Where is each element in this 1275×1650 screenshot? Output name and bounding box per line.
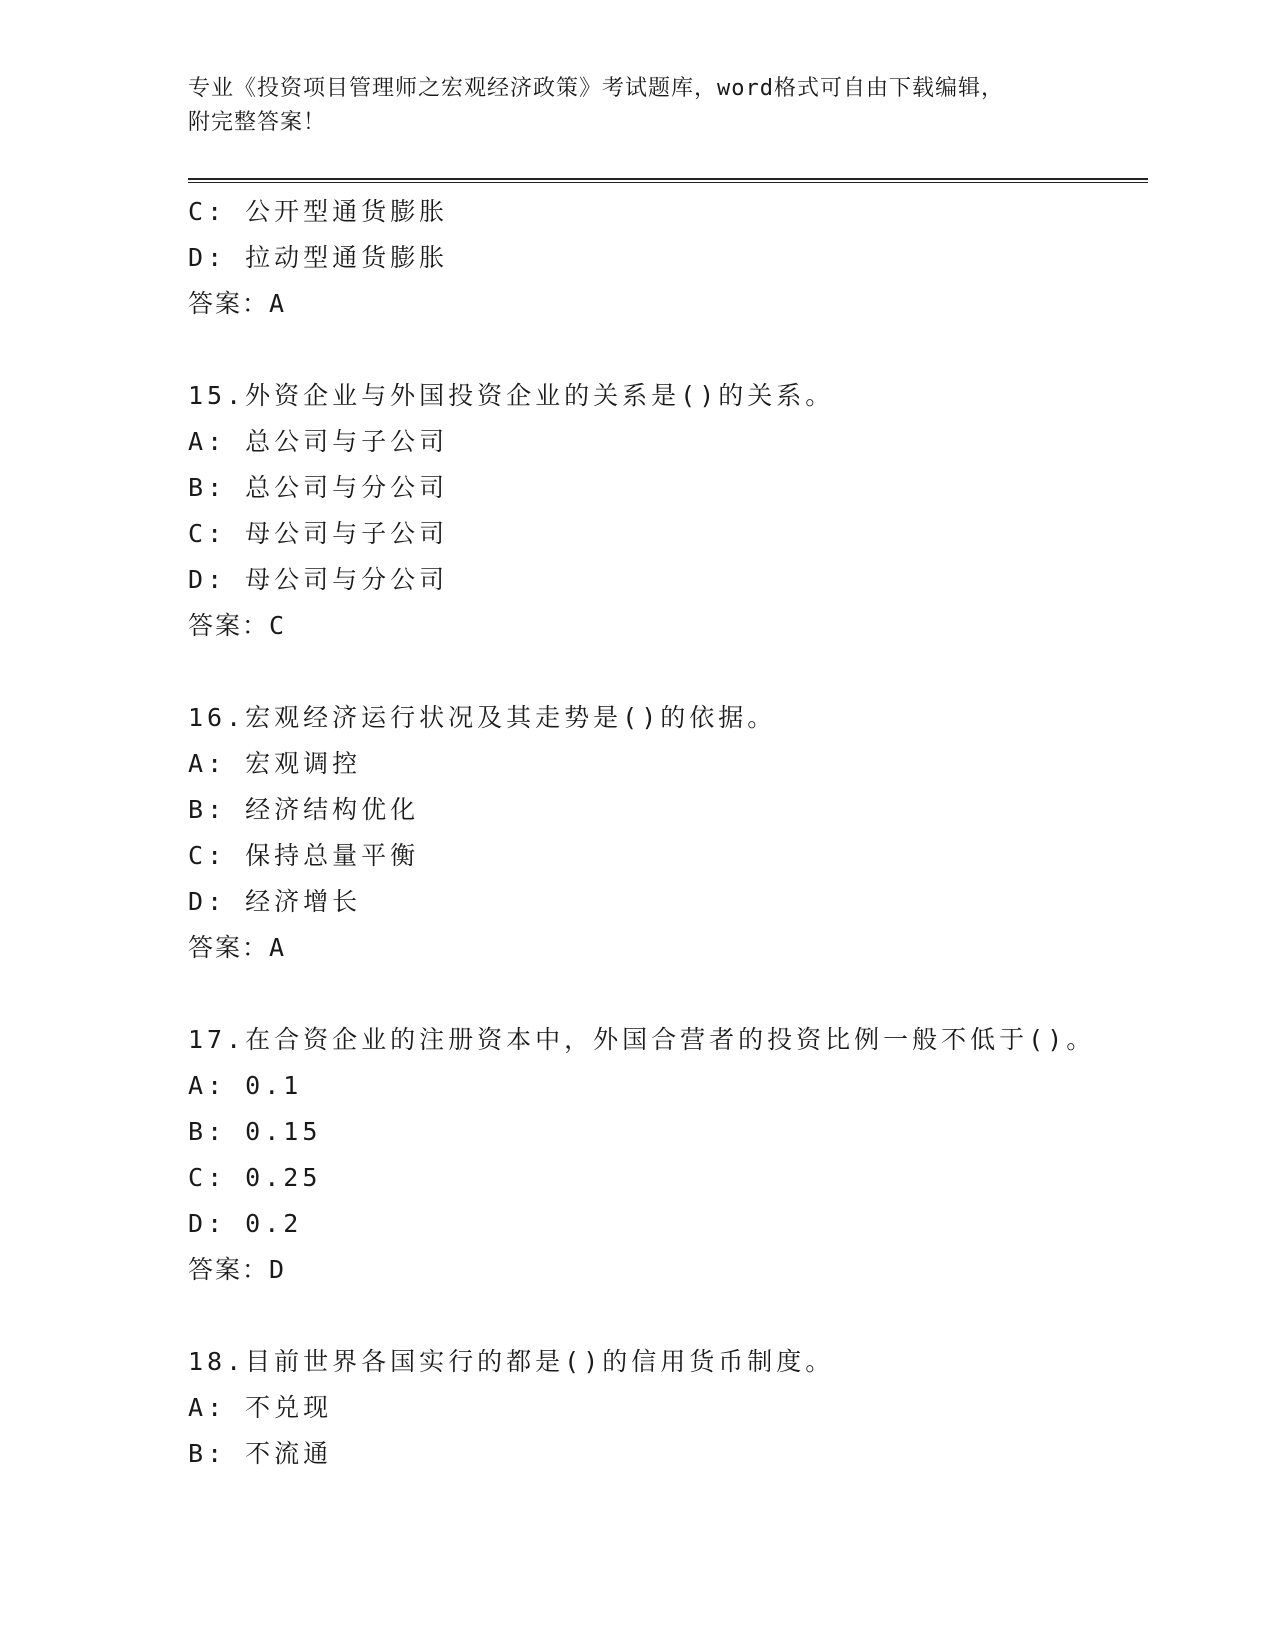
question-block-16 [188, 695, 1148, 971]
question-block-partial [188, 189, 1148, 327]
header-line-2: 附完整答案！ [188, 110, 327, 135]
option-a: A: 0.1 [188, 1071, 303, 1100]
option-a: A: 不兑现 [188, 1393, 333, 1422]
header-divider [188, 178, 1148, 183]
option-b: B: 经济结构优化 [188, 795, 420, 824]
option-d: D: 母公司与分公司 [188, 565, 449, 594]
option-d: D: 经济增长 [188, 887, 362, 916]
question-block-17 [188, 1017, 1148, 1293]
answer-line: 答案：C [188, 611, 287, 640]
option-b: B: 不流通 [188, 1439, 333, 1468]
question-stem: 16.宏观经济运行状况及其走势是()的依据。 [188, 703, 777, 732]
question-stem: 18.目前世界各国实行的都是()的信用货币制度。 [188, 1347, 835, 1376]
option-c: C: 母公司与子公司 [188, 519, 449, 548]
header-line-1: 专业《投资项目管理师之宏观经济政策》考试题库，word格式可自由下载编辑， [188, 76, 1004, 101]
option-d: D: 拉动型通货膨胀 [188, 243, 449, 272]
option-c: C: 0.25 [188, 1163, 322, 1192]
option-c: C: 公开型通货膨胀 [188, 197, 449, 226]
question-stem: 15.外资企业与外国投资企业的关系是()的关系。 [188, 381, 835, 410]
question-list [188, 189, 1148, 1477]
answer-line: 答案：A [188, 933, 287, 962]
option-b: B: 0.15 [188, 1117, 322, 1146]
document-header [188, 72, 1088, 140]
option-b: B: 总公司与分公司 [188, 473, 449, 502]
option-c: C: 保持总量平衡 [188, 841, 420, 870]
question-block-15 [188, 373, 1148, 649]
option-a: A: 总公司与子公司 [188, 427, 449, 456]
question-stem: 17.在合资企业的注册资本中，外国合营者的投资比例一般不低于()。 [188, 1025, 1096, 1054]
option-a: A: 宏观调控 [188, 749, 362, 778]
question-block-18 [188, 1339, 1148, 1477]
answer-line: 答案：D [188, 1255, 287, 1284]
option-d: D: 0.2 [188, 1209, 303, 1238]
answer-line: 答案：A [188, 289, 287, 318]
